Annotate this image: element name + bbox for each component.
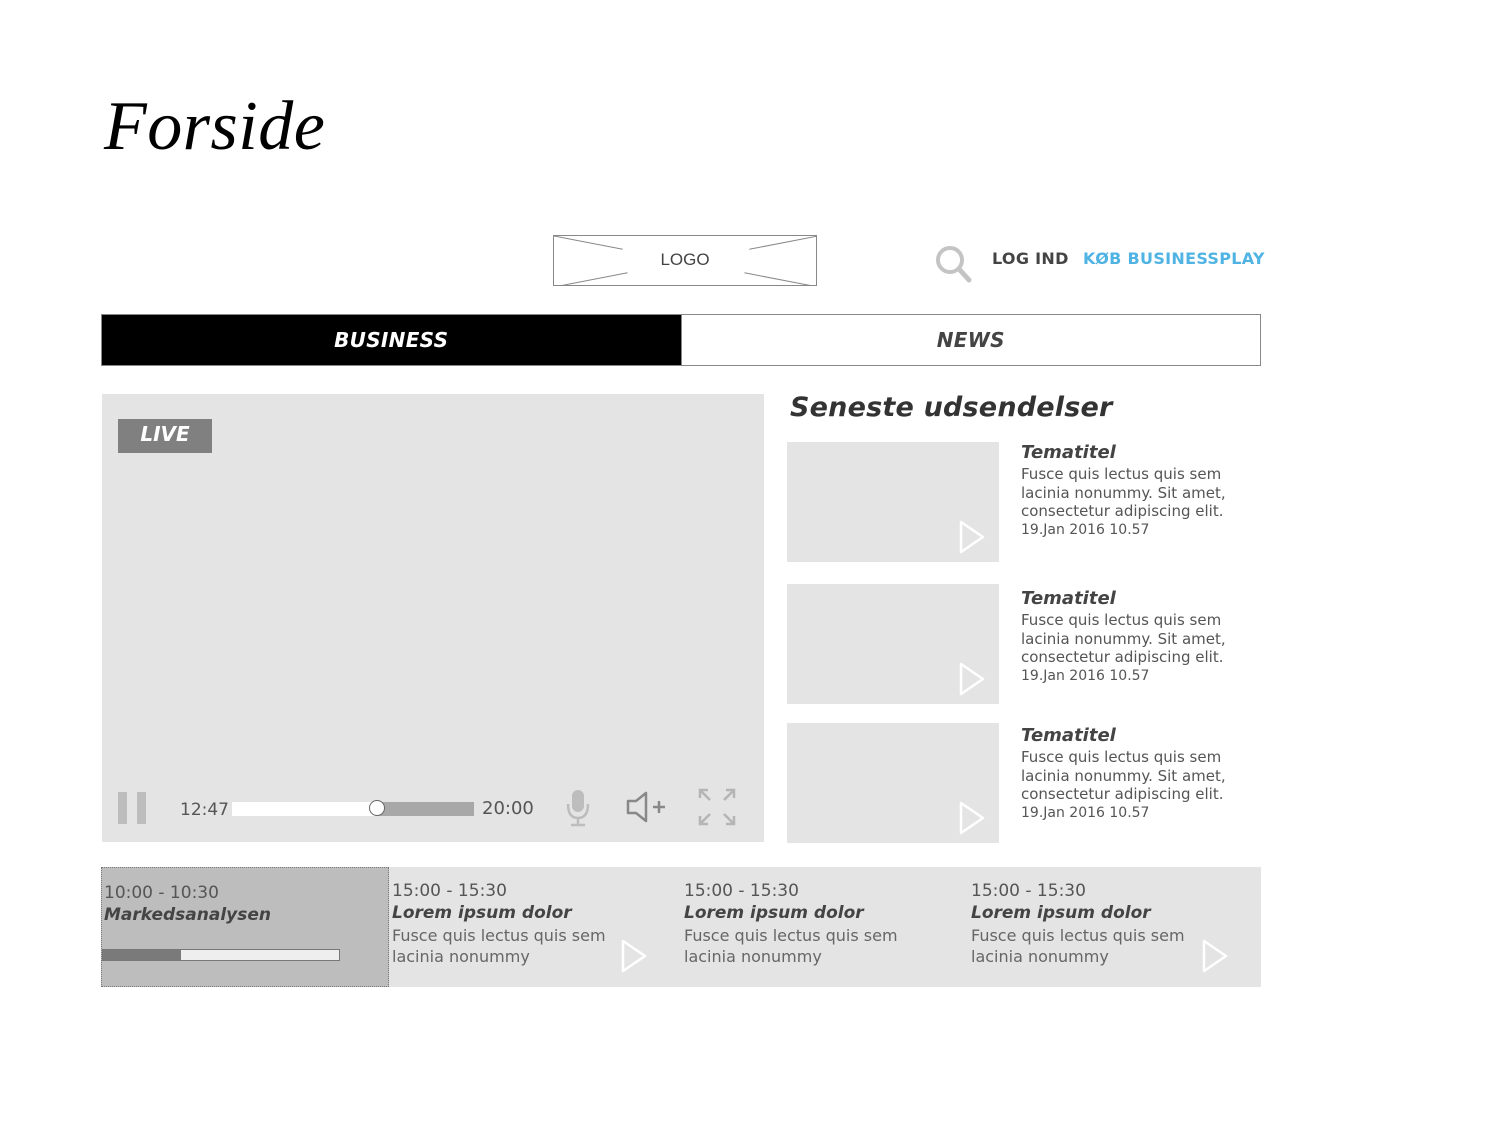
- category-tabs: [101, 314, 1261, 366]
- search-icon[interactable]: [934, 244, 972, 288]
- program-progress-fill: [103, 950, 181, 960]
- slot-time: 15:00 - 15:30: [971, 881, 1086, 901]
- slot-description: Fusce quis lectus quis sem lacinia nonummy: [392, 926, 606, 966]
- current-time: 12:47: [180, 800, 229, 820]
- page-title: Forside: [104, 88, 326, 165]
- program-progress-bar: [102, 949, 340, 961]
- schedule-slot[interactable]: [684, 867, 969, 987]
- play-icon[interactable]: [959, 662, 985, 696]
- broadcast-thumbnail[interactable]: [787, 584, 999, 704]
- schedule-slot[interactable]: [391, 867, 681, 987]
- seek-bar-played: [232, 802, 377, 816]
- slot-title: Markedsanalysen: [104, 905, 271, 925]
- end-time: 20:00: [482, 798, 534, 819]
- broadcast-description: Fusce quis lectus quis sem lacinia nonummy. Sit amet, consectetur adipiscing elit.: [1021, 465, 1226, 520]
- broadcast-title[interactable]: Tematitel: [1021, 588, 1116, 609]
- slot-title: Lorem ipsum dolor: [684, 903, 864, 923]
- broadcast-thumbnail[interactable]: [787, 442, 999, 562]
- broadcast-date: 19.Jan 2016 10.57: [1021, 668, 1150, 684]
- tab-news[interactable]: NEWS: [681, 315, 1261, 365]
- buy-businessplay-link[interactable]: KØB BUSINESSPLAY: [1083, 249, 1265, 268]
- slot-time: 15:00 - 15:30: [684, 881, 799, 901]
- logo-label: LOGO: [660, 250, 710, 269]
- tab-business[interactable]: BUSINESS: [102, 315, 681, 365]
- live-badge: LIVE: [118, 419, 212, 453]
- slot-description: Fusce quis lectus quis sem lacinia nonummy: [684, 926, 898, 966]
- play-icon[interactable]: [1202, 939, 1228, 973]
- broadcast-card[interactable]: [787, 442, 1261, 562]
- play-icon[interactable]: [959, 801, 985, 835]
- slot-description: Fusce quis lectus quis sem lacinia nonummy: [971, 926, 1185, 966]
- seek-handle[interactable]: [369, 800, 385, 816]
- slot-title: Lorem ipsum dolor: [971, 903, 1151, 923]
- broadcast-card[interactable]: [787, 584, 1261, 704]
- fullscreen-icon[interactable]: [698, 788, 736, 830]
- broadcast-title[interactable]: Tematitel: [1021, 442, 1116, 463]
- slot-time: 10:00 - 10:30: [104, 883, 219, 903]
- broadcast-card[interactable]: [787, 723, 1261, 843]
- live-video-player[interactable]: [102, 394, 764, 842]
- broadcast-date: 19.Jan 2016 10.57: [1021, 522, 1150, 538]
- broadcast-thumbnail[interactable]: [787, 723, 999, 843]
- schedule-slot-active[interactable]: [101, 867, 389, 987]
- schedule-slot[interactable]: [971, 867, 1261, 987]
- broadcast-description: Fusce quis lectus quis sem lacinia nonummy. Sit amet, consectetur adipiscing elit.: [1021, 748, 1226, 803]
- slot-title: Lorem ipsum dolor: [392, 903, 572, 923]
- broadcast-description: Fusce quis lectus quis sem lacinia nonummy. Sit amet, consectetur adipiscing elit.: [1021, 611, 1226, 666]
- login-link[interactable]: LOG IND: [992, 249, 1069, 268]
- latest-broadcasts-heading: Seneste udsendelser: [790, 392, 1113, 423]
- play-icon[interactable]: [959, 520, 985, 554]
- microphone-icon[interactable]: [564, 788, 592, 832]
- volume-up-icon[interactable]: [626, 790, 668, 828]
- broadcast-date: 19.Jan 2016 10.57: [1021, 805, 1150, 821]
- broadcast-title[interactable]: Tematitel: [1021, 725, 1116, 746]
- seek-bar[interactable]: [232, 802, 474, 816]
- slot-time: 15:00 - 15:30: [392, 881, 507, 901]
- play-icon[interactable]: [621, 939, 647, 973]
- program-schedule: [101, 867, 1261, 987]
- logo-placeholder[interactable]: [553, 235, 817, 286]
- pause-icon[interactable]: [118, 792, 148, 828]
